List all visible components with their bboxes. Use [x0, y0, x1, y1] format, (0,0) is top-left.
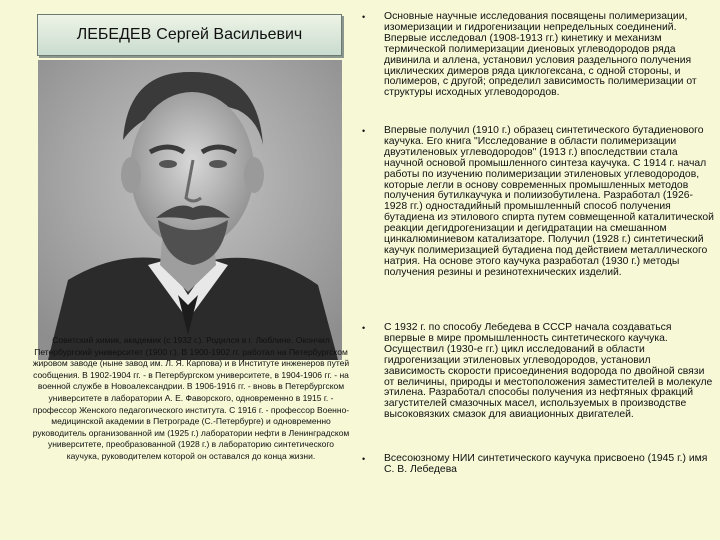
bullet-text: Впервые получил (1910 г.) образец синтетического бутадиенового каучука. Его книга "Исследование в области полимеризации двуэтиленовых углеводородов" (1913 г.) впоследствии стала научной основой промышленного синтеза каучука. С 1914 г. начал работы по изучению полимеризации этиленовых углеводородов, которые легли в основу современных промышленных методов получения бутилкаучука и полиизобутилена. Разработал (1926-1928 гг.) одностадийный промышленный способ получения бутадиена из этилового спирта путем совмещенной каталитической реакции дегидрогенизации и дегидратации на смешанном цинкалюминиевом катализаторе. Получил (1928 г.) синтетический каучук полимеризацией бутадиена под действием металлического натрия. На основе этого каучука разработал (1930 г.) методы получения резины и резинотехнических изделий. [384, 125, 714, 278]
person-given-names: Сергей Васильевич [156, 26, 303, 43]
bullet-text: Основные научные исследования посвящены полимеризации, изомеризации и гидрогенизации непредельных соединений. Впервые исследовал (1908-1913 гг.) кинетику и механизм термической полимеризации диеновых углеводородов ряда дивинила и аллена, установил условия раздельного получения циклических димеров ряда циклогексана, с одной стороны, и полимеров, с другой; определил зависимость полимеризации от структуры исходных углеводородов. [384, 11, 697, 99]
portrait-photo-icon [38, 60, 342, 360]
bullet-text: С 1932 г. по способу Лебедева в СССР начала создаваться впервые в мире промышленность синтетического каучука. Осуществил (1930-е гг.) цикл исследований в области гидрогенизации этиленовых углеводородов, установил зависимость скорости присоединения водорода по двойной связи от величины, природы и местоположения заместителей в молекуле этилена. Разработал способы получения из нефтяных фракций загустителей смазочных масел, используемых в производстве высоковязких смазок для авиационных двигателей. [384, 322, 713, 421]
bullet-marker: • [362, 126, 366, 136]
title-box [37, 14, 342, 56]
bullet-item [362, 126, 714, 279]
bullet-item [362, 323, 714, 421]
person-surname: ЛЕБЕДЕВ [76, 26, 152, 43]
bullet-marker: • [362, 323, 366, 333]
bullet-item [362, 454, 714, 476]
biography-text: Советский химик, академик (с 1932 г.). Родился в г. Люблине. Окончил Петербургский университет (1900 г.). В 1900-1902 гг. работал на Петербургском жировом заводе (ныне завод им. Л. Я. Карпова) и в Институте инженеров путей сообщения. В 1902-1904 гг. - в Петербургском университете, в 1904-1906 гг. - на военной службе в Новоалександрии. В 1906-1916 гг. - вновь в Петербургском университете в лаборатории А. Е. Фаворского, одновременно в 1915 г. - профессор Женского педагогического института. С 1916 г. - профессор Военно-медицинской академии в Петрограде (С.-Петербурге) и одновременно руководитель организованной им (1925 г.) лаборатории нефти в Ленинградском университете, преобразованной (1928 г.) в лабораторию синтетического каучука, руководителем которой он оставался до конца жизни. [32, 335, 350, 461]
bullet-text: Всесоюзному НИИ синтетического каучука присвоено (1945 г.) имя С. В. Лебедева [384, 453, 708, 475]
bullet-marker: • [362, 12, 366, 22]
portrait-photo [38, 60, 342, 360]
bullet-marker: • [362, 454, 366, 464]
bullet-item [362, 12, 714, 99]
